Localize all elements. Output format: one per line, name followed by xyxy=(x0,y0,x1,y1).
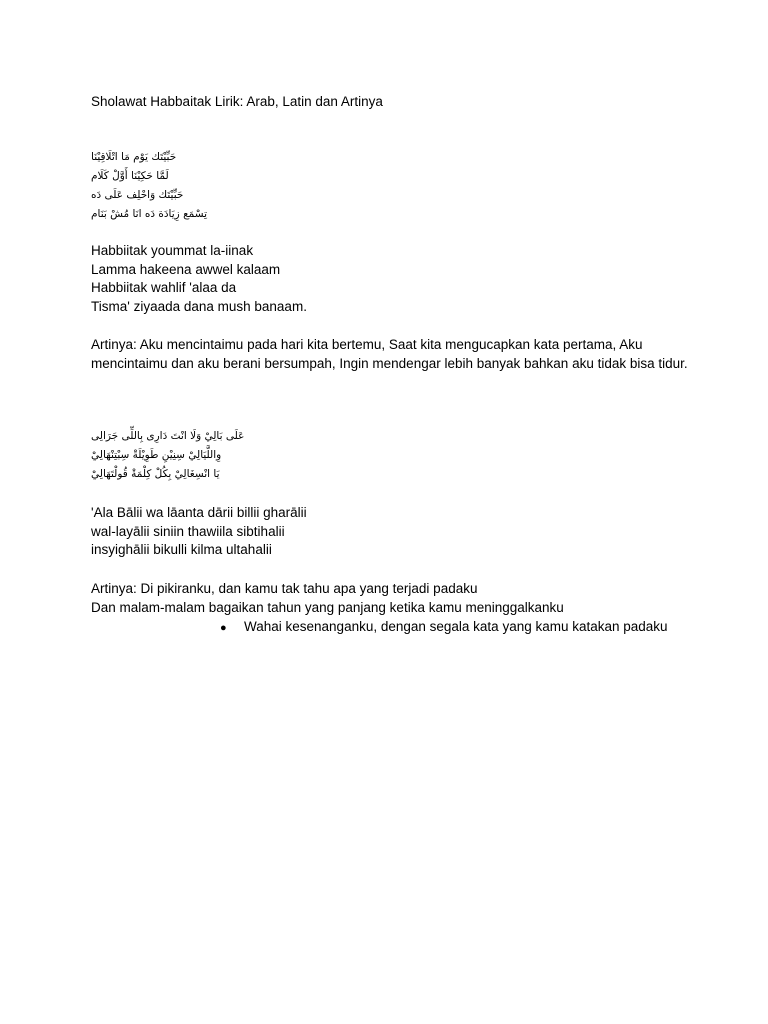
verse2-meaning xyxy=(91,579,691,617)
verse2-meaning-line: Dan malam-malam bagaikan tahun yang panjang ketika kamu meninggalkanku xyxy=(91,600,564,615)
verse1-latin-lyrics xyxy=(91,242,307,316)
verse2-latin-line: insyighālii bikulli kilma ultahalii xyxy=(91,542,272,557)
verse2-arabic-line: وِاللَّيَالِيْ سِنِيْنِ طَوِيْلَةْ سِبْتِنْهَالِيْ xyxy=(91,449,222,461)
verse1-arabic-line: تِسْمَع زِيَادَة دَه انَا مُشْ بَنَام xyxy=(91,208,208,220)
verse2-latin-lyrics xyxy=(91,504,307,560)
verse2-arabic-line: يَا انْسِغَالِيْ بِكُلْ كِلْمَةْ قُولْتَهَالِيْ xyxy=(91,468,220,480)
verse1-latin-line: Habbiitak yoummat la-iinak xyxy=(91,243,254,258)
verse1-arabic-line: حَبِّيْتَك وَاحْلِف عَلَى دَه xyxy=(91,189,184,201)
verse2-arabic-lyrics xyxy=(91,427,244,484)
verse2-meaning-line: Artinya: Di pikiranku, dan kamu tak tahu apa yang terjadi padaku xyxy=(91,581,478,596)
bullet-icon: ● xyxy=(220,622,227,634)
verse2-bullet-item xyxy=(220,617,668,638)
verse1-latin-line: Lamma hakeena awwel kalaam xyxy=(91,261,281,277)
verse2-arabic-line: عَلَى بَالِيْ وَلَا انْتَ دَارِى بِاللِّى جَرَالِى xyxy=(91,430,245,442)
verse1-latin-line: Habbiitak wahlif 'alaa da xyxy=(91,280,237,295)
verse1-arabic-lyrics xyxy=(91,148,207,224)
verse2-latin-line: 'Ala Bālii wa lāanta dārii billii gharālii xyxy=(91,505,307,520)
verse2-latin-line: wal-layālii siniin thawiila sibtihalii xyxy=(91,523,285,539)
verse1-arabic-line: حَبِّيْتَك يَوْم مَا اتْلَاقِيْنَا xyxy=(91,151,177,163)
verse1-arabic-line: لَمَّا حَكِيْنَا أَوَّلْ كَلَام xyxy=(91,170,169,182)
document-title: Sholawat Habbaitak Lirik: Arab, Latin dan Artinya xyxy=(91,94,383,109)
verse1-meaning: Artinya: Aku mencintaimu pada hari kita bertemu, Saat kita mengucapkan kata pertama, Aku mencintaimu dan aku berani bersumpah, Ingin mendengar lebih banyak bahkan aku tidak bisa tidur. xyxy=(91,337,688,371)
bullet-text: Wahai kesenanganku, dengan segala kata yang kamu katakan padaku xyxy=(244,619,668,634)
verse1-latin-line: Tisma' ziyaada dana mush banaam. xyxy=(91,298,307,314)
